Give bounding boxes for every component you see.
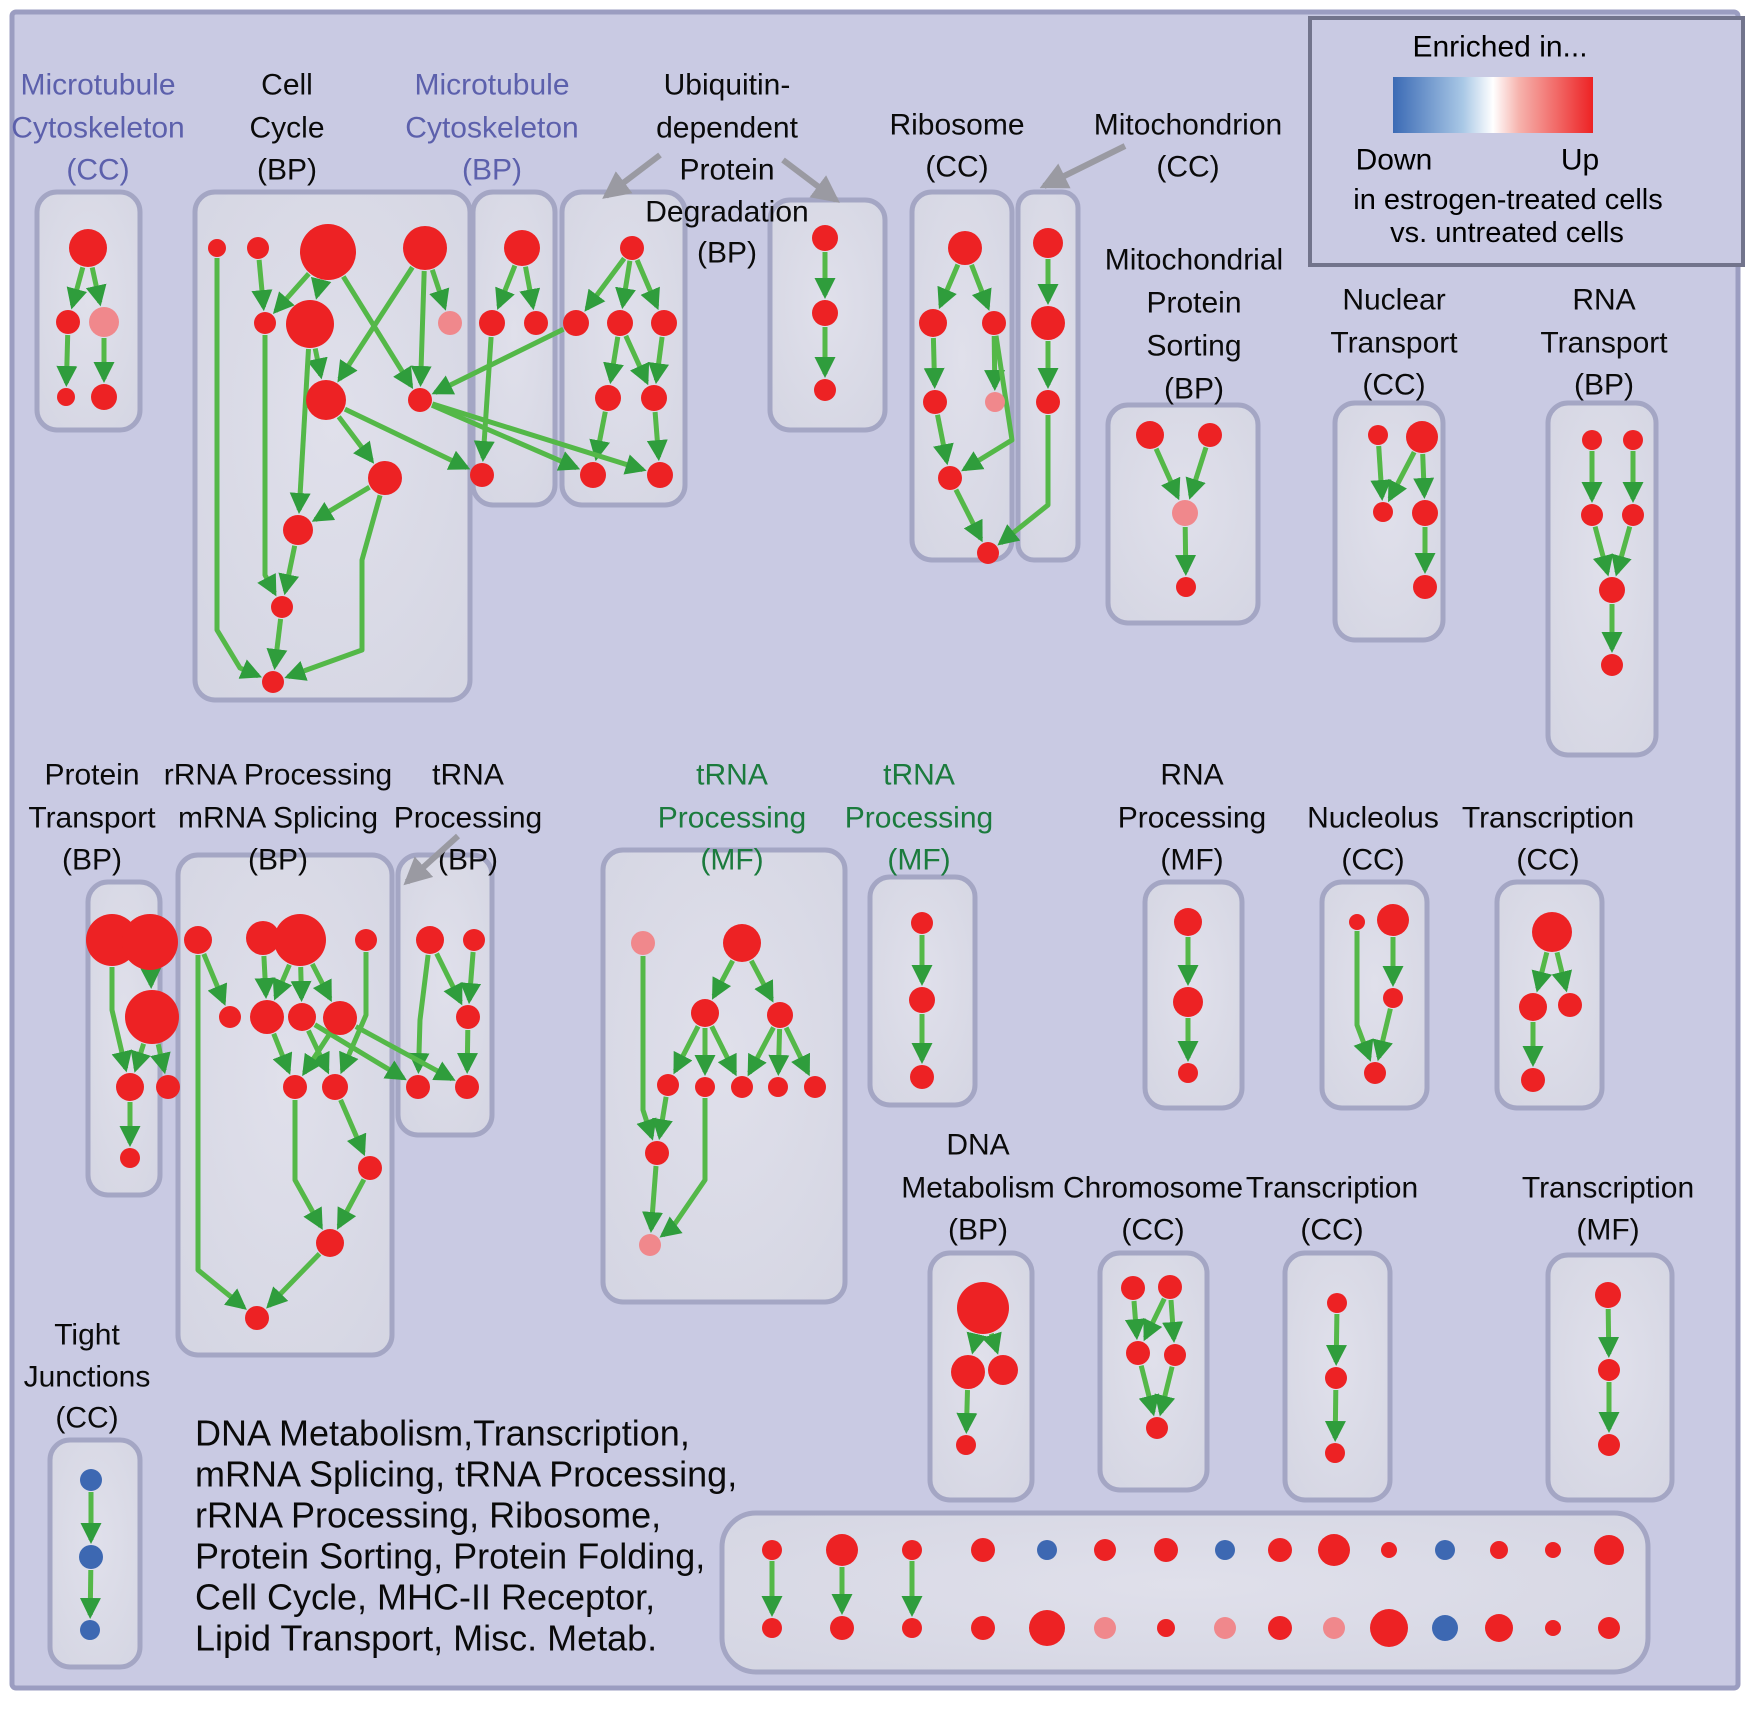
microtubule-cytoskeleton-cc-node-4 xyxy=(91,384,117,410)
cell-cycle-bp-node-1 xyxy=(247,237,269,259)
trna-processing-mf-small-node-2 xyxy=(910,1065,934,1089)
rrna-processing-mrna-splicing-bp-node-10 xyxy=(358,1156,382,1180)
rrna-processing-mrna-splicing-bp-node-3 xyxy=(355,929,377,951)
transcription-mf-node-2 xyxy=(1598,1434,1620,1456)
mitochondrial-protein-sorting-bp-label-line-1: Protein xyxy=(1146,286,1242,320)
trna-processing-bp-node-0 xyxy=(416,926,444,954)
trna-processing-mf-small-label-line-2: (MF) xyxy=(887,843,951,877)
transcription-cc-lower-edge-1 xyxy=(1335,1390,1336,1438)
protein-transport-bp-node-5 xyxy=(120,1148,140,1168)
mixed-terms-strip-node-4 xyxy=(1037,1540,1057,1560)
ubiquitin-degradation-label-line-2: Protein xyxy=(679,153,775,187)
trna-processing-mf-small-node-0 xyxy=(911,912,933,934)
trna-processing-bp-label-line-1: Processing xyxy=(393,801,543,835)
microtubule-cytoskeleton-cc-node-0 xyxy=(69,229,107,267)
trna-processing-bp-label-line-2: (BP) xyxy=(438,843,498,877)
microtubule-cytoskeleton-cc-node-1 xyxy=(56,310,80,334)
rrna-processing-mrna-splicing-bp-edge-3 xyxy=(301,967,302,998)
transcription-cc-lower-edge-0 xyxy=(1336,1314,1337,1362)
tight-junctions-cc-node-1 xyxy=(79,1545,103,1569)
mixed-terms-strip-node-19 xyxy=(1029,1610,1065,1646)
trna-processing-mf-large-node-0 xyxy=(631,931,655,955)
mitochondrial-protein-sorting-bp-label-line-2: Sorting xyxy=(1146,329,1242,363)
ubiquitin-degradation-bp-box1-node-2 xyxy=(607,310,633,336)
rna-transport-bp-box xyxy=(1548,403,1656,755)
mitochondrial-protein-sorting-bp-label-line-3: (BP) xyxy=(1164,372,1224,406)
trna-processing-mf-large-node-10 xyxy=(639,1234,661,1256)
microtubule-cytoskeleton-bp-label-line-0: Microtubule xyxy=(414,68,570,102)
mixed-terms-strip-node-26 xyxy=(1432,1615,1458,1641)
rna-transport-bp-node-4 xyxy=(1599,577,1625,603)
protein-transport-bp-label-line-0: Protein xyxy=(44,758,140,792)
mixed-terms-strip-node-17 xyxy=(902,1618,922,1638)
nuclear-transport-cc-node-3 xyxy=(1412,500,1438,526)
microtubule-cytoskeleton-cc-box xyxy=(37,192,140,430)
mitochondrial-protein-sorting-bp-node-3 xyxy=(1176,577,1196,597)
microtubule-cytoskeleton-bp-node-1 xyxy=(479,310,505,336)
transcription-cc-lower-node-1 xyxy=(1325,1367,1347,1389)
rna-processing-mf-label-line-2: (MF) xyxy=(1160,843,1224,877)
transcription-mf-label-line-0: Transcription xyxy=(1521,1171,1695,1205)
trna-processing-mf-large-node-4 xyxy=(657,1074,679,1096)
transcription-cc-upper-node-3 xyxy=(1521,1068,1545,1092)
mixed-terms-strip-node-25 xyxy=(1370,1609,1408,1647)
mixed-terms-strip-node-11 xyxy=(1435,1540,1455,1560)
nucleolus-cc-node-0 xyxy=(1349,914,1365,930)
mixed-terms-strip-node-8 xyxy=(1268,1538,1292,1562)
microtubule-cytoskeleton-bp-node-0 xyxy=(504,230,540,266)
rna-transport-bp-node-3 xyxy=(1622,504,1644,526)
chromosome-cc-box xyxy=(1100,1253,1207,1490)
mitochondrial-protein-sorting-bp-node-0 xyxy=(1136,421,1164,449)
cell-cycle-bp-node-11 xyxy=(271,596,293,618)
rna-transport-bp-node-2 xyxy=(1581,504,1603,526)
cell-cycle-bp-node-9 xyxy=(368,461,402,495)
protein-transport-bp-node-3 xyxy=(116,1073,144,1101)
mixed-terms-strip-node-13 xyxy=(1545,1542,1561,1558)
nuclear-transport-cc-label-line-0: Nuclear xyxy=(1342,283,1446,317)
legend-gradient-bar xyxy=(1393,77,1593,133)
note-line: Cell Cycle, MHC-II Receptor, xyxy=(195,1576,656,1618)
mixed-terms-strip-node-7 xyxy=(1215,1540,1235,1560)
legend xyxy=(1310,18,1743,265)
microtubule-cytoskeleton-cc-label-line-2: (CC) xyxy=(66,153,130,187)
trna-processing-mf-large-node-7 xyxy=(768,1077,788,1097)
ubiquitin-degradation-bp-box2-node-1 xyxy=(812,300,838,326)
ubiquitin-degradation-bp-box1-edge-7 xyxy=(655,412,659,457)
nuclear-transport-cc-label-line-1: Transport xyxy=(1330,326,1458,360)
chromosome-cc-node-0 xyxy=(1121,1276,1145,1300)
transcription-mf-node-1 xyxy=(1598,1359,1620,1381)
rrna-processing-mrna-splicing-bp-node-4 xyxy=(219,1006,241,1028)
mixed-terms-strip-node-20 xyxy=(1094,1617,1116,1639)
dna-metabolism-bp-node-0 xyxy=(957,1282,1009,1334)
nuclear-transport-cc-node-4 xyxy=(1413,575,1437,599)
mixed-terms-strip-node-5 xyxy=(1094,1539,1116,1561)
nucleolus-cc-label-line-1: (CC) xyxy=(1341,843,1405,877)
cell-cycle-bp-label-line-0: Cell xyxy=(261,68,313,102)
trna-processing-mf-large-node-2 xyxy=(691,999,719,1027)
trna-processing-bp-node-3 xyxy=(406,1075,430,1099)
rrna-processing-mrna-splicing-bp-node-7 xyxy=(323,1001,357,1035)
chromosome-cc-node-4 xyxy=(1146,1417,1168,1439)
chromosome-cc-label-line-0: Chromosome xyxy=(1062,1171,1244,1205)
ribosome-cc-label-line-1: (CC) xyxy=(925,150,989,184)
nuclear-transport-cc-node-2 xyxy=(1373,502,1393,522)
chromosome-cc-node-3 xyxy=(1164,1344,1186,1366)
nuclear-transport-cc-node-0 xyxy=(1368,425,1388,445)
ubiquitin-degradation-label-line-1: dependent xyxy=(656,111,798,145)
mixed-terms-strip-node-24 xyxy=(1323,1617,1345,1639)
cell-cycle-bp-node-5 xyxy=(286,300,334,348)
rna-processing-mf-label-line-1: Processing xyxy=(1117,801,1267,835)
dna-metabolism-bp-node-2 xyxy=(988,1355,1018,1385)
cell-cycle-bp-node-12 xyxy=(262,671,284,693)
note-line: rRNA Processing, Ribosome, xyxy=(195,1494,662,1536)
transcription-cc-upper-node-0 xyxy=(1532,912,1572,952)
ubiquitin-degradation-label-line-3: Degradation xyxy=(645,195,809,229)
mitochondrial-protein-sorting-bp-node-1 xyxy=(1198,423,1222,447)
chromosome-cc-node-2 xyxy=(1126,1341,1150,1365)
ubiquitin-degradation-bp-box1-node-0 xyxy=(620,236,644,260)
protein-transport-bp-label-line-1: Transport xyxy=(28,801,156,835)
rna-transport-bp-node-1 xyxy=(1623,430,1643,450)
mixed-terms-strip-node-27 xyxy=(1485,1614,1513,1642)
note-line: Lipid Transport, Misc. Metab. xyxy=(195,1617,658,1659)
cell-cycle-bp-label-line-1: Cycle xyxy=(249,111,325,145)
trna-processing-mf-large-node-3 xyxy=(767,1002,793,1028)
microtubule-cytoskeleton-cc-label-line-0: Microtubule xyxy=(20,68,176,102)
microtubule-cytoskeleton-cc-label-line-1: Cytoskeleton xyxy=(11,111,185,145)
mixed-terms-strip-node-29 xyxy=(1598,1617,1620,1639)
tight-junctions-cc-label-line-2: (CC) xyxy=(55,1401,119,1435)
rrna-processing-mrna-splicing-bp-node-2 xyxy=(274,914,326,966)
trna-processing-bp-node-2 xyxy=(456,1005,480,1029)
mitochondrial-protein-sorting-bp-edge-2 xyxy=(1185,527,1186,572)
rna-processing-mf-node-2 xyxy=(1178,1063,1198,1083)
mitochondrion-cc-node-1 xyxy=(1031,306,1065,340)
rna-processing-mf-node-1 xyxy=(1173,987,1203,1017)
ubiquitin-degradation-bp-box1-node-6 xyxy=(580,462,606,488)
note-line: DNA Metabolism,Transcription, xyxy=(195,1412,690,1454)
mixed-terms-strip-node-6 xyxy=(1154,1538,1178,1562)
cell-cycle-bp-node-2 xyxy=(300,224,356,280)
mitochondrion-label-line-0: Mitochondrion xyxy=(1093,108,1283,142)
ribosome-cc-edge-2 xyxy=(933,338,934,385)
transcription-cc-lower-node-0 xyxy=(1327,1293,1347,1313)
rna-processing-mf-node-0 xyxy=(1174,908,1202,936)
rrna-processing-mrna-splicing-bp-node-12 xyxy=(245,1306,269,1330)
trna-processing-mf-small-label-line-1: Processing xyxy=(844,801,994,835)
ubiquitin-degradation-bp-box1-box xyxy=(562,192,685,505)
ubiquitin-degradation-bp-box1-node-7 xyxy=(647,462,673,488)
nuclear-transport-cc-edge-0 xyxy=(1379,446,1382,497)
mixed-terms-strip-node-18 xyxy=(971,1616,995,1640)
legend-down-label: Down xyxy=(1355,143,1433,177)
ribosome-cc-node-0 xyxy=(948,231,982,265)
nuclear-transport-cc-label-line-2: (CC) xyxy=(1362,368,1426,402)
rna-transport-bp-label-line-1: Transport xyxy=(1540,326,1668,360)
trna-processing-mf-small-label-line-0: tRNA xyxy=(883,758,955,792)
ubiquitin-degradation-bp-box2-node-0 xyxy=(812,225,838,251)
cell-cycle-bp-label-line-2: (BP) xyxy=(257,153,317,187)
mitochondrion-label-line-1: (CC) xyxy=(1156,150,1220,184)
rrna-processing-mrna-splicing-bp-label-line-2: (BP) xyxy=(248,843,308,877)
ribosome-cc-node-6 xyxy=(977,542,999,564)
tight-junctions-cc-node-0 xyxy=(80,1469,102,1491)
rrna-processing-mrna-splicing-bp-label-line-0: rRNA Processing xyxy=(163,758,393,792)
trna-processing-mf-large-edge-6 xyxy=(778,1029,779,1072)
mixed-terms-strip-node-28 xyxy=(1545,1620,1561,1636)
cell-cycle-bp-node-10 xyxy=(283,515,313,545)
tight-junctions-cc-node-2 xyxy=(80,1620,100,1640)
note-line: mRNA Splicing, tRNA Processing, xyxy=(195,1453,738,1495)
note-line: Protein Sorting, Protein Folding, xyxy=(195,1535,706,1577)
rrna-processing-mrna-splicing-bp-node-5 xyxy=(250,1000,284,1034)
trna-processing-bp-node-4 xyxy=(455,1075,479,1099)
rna-transport-bp-label-line-2: (BP) xyxy=(1574,368,1634,402)
rrna-processing-mrna-splicing-bp-node-0 xyxy=(184,926,212,954)
rrna-processing-mrna-splicing-bp-node-11 xyxy=(316,1229,344,1257)
trna-processing-mf-large-label-line-0: tRNA xyxy=(696,758,768,792)
transcription-mf-node-0 xyxy=(1595,1282,1621,1308)
ubiquitin-degradation-bp-box1-node-3 xyxy=(651,310,677,336)
mixed-terms-strip-node-14 xyxy=(1594,1535,1624,1565)
trna-processing-mf-large-node-9 xyxy=(645,1141,669,1165)
dna-metabolism-bp-label-line-2: (BP) xyxy=(948,1213,1008,1247)
ubiquitin-degradation-label-line-0: Ubiquitin- xyxy=(663,68,791,102)
ubiquitin-degradation-label-line-4: (BP) xyxy=(697,236,757,270)
chromosome-cc-edge-2 xyxy=(1171,1300,1174,1339)
transcription-mf-label-line-1: (MF) xyxy=(1576,1213,1640,1247)
mixed-terms-note xyxy=(195,1413,737,1659)
ribosome-cc-node-2 xyxy=(982,311,1006,335)
trna-processing-bp-label-line-0: tRNA xyxy=(432,758,504,792)
mitochondrion-cc-node-0 xyxy=(1033,228,1063,258)
mitochondrial-protein-sorting-bp-node-2 xyxy=(1172,500,1198,526)
mitochondrial-protein-sorting-bp-label-line-0: Mitochondrial xyxy=(1104,243,1284,277)
legend-up-label: Up xyxy=(1560,143,1600,177)
ribosome-cc-node-1 xyxy=(919,309,947,337)
trna-processing-mf-large-box xyxy=(603,850,845,1302)
ubiquitin-degradation-bp-box1-node-4 xyxy=(595,385,621,411)
nucleolus-cc-node-2 xyxy=(1383,988,1403,1008)
transcription-mf-edge-0 xyxy=(1608,1309,1609,1354)
chromosome-cc-node-1 xyxy=(1158,1275,1182,1299)
trna-processing-mf-large-node-5 xyxy=(695,1077,715,1097)
microtubule-cytoskeleton-bp-node-3 xyxy=(470,463,494,487)
ribosome-cc-node-3 xyxy=(923,390,947,414)
dna-metabolism-bp-node-3 xyxy=(956,1435,976,1455)
trna-processing-bp-edge-2 xyxy=(467,1030,468,1070)
transcription-cc-upper-label-line-0: Transcription xyxy=(1461,801,1635,835)
microtubule-cytoskeleton-cc-edge-2 xyxy=(66,335,67,383)
protein-transport-bp-node-2 xyxy=(125,990,179,1044)
microtubule-cytoskeleton-bp-node-2 xyxy=(524,311,548,335)
trna-processing-mf-large-node-6 xyxy=(731,1076,753,1098)
nucleolus-cc-node-3 xyxy=(1364,1062,1386,1084)
legend-subtitle-2: vs. untreated cells xyxy=(1390,217,1624,249)
trna-processing-bp-node-1 xyxy=(463,929,485,951)
trna-processing-mf-small-node-1 xyxy=(909,987,935,1013)
ribosome-cc-node-5 xyxy=(938,466,962,490)
cell-cycle-bp-node-0 xyxy=(208,239,226,257)
trna-processing-mf-large-node-8 xyxy=(804,1076,826,1098)
transcription-cc-lower-label-line-1: (CC) xyxy=(1300,1213,1364,1247)
rna-processing-mf-label-line-0: RNA xyxy=(1160,758,1224,792)
cell-cycle-bp-node-6 xyxy=(438,311,462,335)
ubiquitin-degradation-bp-box1-node-1 xyxy=(563,310,589,336)
ubiquitin-degradation-bp-box1-node-5 xyxy=(641,385,667,411)
dna-metabolism-bp-edge-2 xyxy=(966,1390,967,1430)
trna-processing-mf-large-label-line-1: Processing xyxy=(657,801,807,835)
cell-cycle-bp-node-4 xyxy=(254,312,276,334)
mixed-terms-strip-node-3 xyxy=(971,1538,995,1562)
microtubule-cytoskeleton-bp-label-line-2: (BP) xyxy=(462,153,522,187)
transcription-cc-upper-label-line-1: (CC) xyxy=(1516,843,1580,877)
tight-junctions-cc-label-line-0: Tight xyxy=(54,1318,120,1352)
protein-transport-bp-node-1 xyxy=(122,914,178,970)
ubiquitin-degradation-bp-box2-node-2 xyxy=(814,379,836,401)
mixed-terms-strip-node-2 xyxy=(902,1540,922,1560)
mixed-terms-strip-node-15 xyxy=(762,1618,782,1638)
nucleolus-cc-node-1 xyxy=(1377,904,1409,936)
dna-metabolism-bp-node-1 xyxy=(951,1355,985,1389)
mixed-terms-strip-node-23 xyxy=(1268,1616,1292,1640)
microtubule-cytoskeleton-cc-node-3 xyxy=(57,388,75,406)
protein-transport-bp-node-4 xyxy=(156,1075,180,1099)
cell-cycle-bp-node-7 xyxy=(306,380,346,420)
rna-transport-bp-label-line-0: RNA xyxy=(1572,283,1636,317)
trna-processing-mf-large-node-1 xyxy=(723,924,761,962)
mixed-terms-strip-node-10 xyxy=(1381,1542,1397,1558)
tight-junctions-cc-label-line-1: Junctions xyxy=(23,1360,151,1394)
nuclear-transport-cc-edge-2 xyxy=(1423,454,1425,495)
mixed-terms-strip-node-9 xyxy=(1318,1534,1350,1566)
tight-junctions-cc-edge-1 xyxy=(90,1570,91,1615)
dna-metabolism-bp-label-line-0: DNA xyxy=(946,1128,1010,1162)
rrna-processing-mrna-splicing-bp-node-6 xyxy=(288,1003,316,1031)
rrna-processing-mrna-splicing-bp-node-9 xyxy=(322,1074,348,1100)
transcription-cc-upper-node-2 xyxy=(1558,993,1582,1017)
transcription-cc-lower-node-2 xyxy=(1325,1443,1345,1463)
rna-transport-bp-node-5 xyxy=(1601,654,1623,676)
nuclear-transport-cc-node-1 xyxy=(1406,421,1438,453)
nucleolus-cc-label-line-0: Nucleolus xyxy=(1307,801,1439,835)
chromosome-cc-label-line-1: (CC) xyxy=(1121,1213,1185,1247)
microtubule-cytoskeleton-cc-node-2 xyxy=(89,307,119,337)
mixed-terms-strip-node-1 xyxy=(826,1534,858,1566)
rna-transport-bp-node-0 xyxy=(1582,430,1602,450)
cell-cycle-bp-node-3 xyxy=(403,226,447,270)
legend-subtitle-1: in estrogen-treated cells xyxy=(1353,184,1663,216)
mixed-terms-strip-node-22 xyxy=(1214,1617,1236,1639)
mixed-terms-strip-node-12 xyxy=(1490,1541,1508,1559)
dna-metabolism-bp-label-line-1: Metabolism xyxy=(901,1171,1055,1205)
legend-title: Enriched in... xyxy=(1412,30,1588,64)
trna-processing-mf-large-label-line-2: (MF) xyxy=(700,843,764,877)
mixed-terms-strip-node-21 xyxy=(1157,1619,1175,1637)
rrna-processing-mrna-splicing-bp-edge-1 xyxy=(264,956,266,995)
rrna-processing-mrna-splicing-bp-node-8 xyxy=(283,1075,307,1099)
mitochondrion-cc-node-2 xyxy=(1036,390,1060,414)
protein-transport-bp-label-line-2: (BP) xyxy=(62,843,122,877)
rrna-processing-mrna-splicing-bp-label-line-1: mRNA Splicing xyxy=(177,801,379,835)
ribosome-cc-label-line-0: Ribosome xyxy=(889,108,1025,142)
cell-cycle-bp-node-8 xyxy=(408,388,432,412)
transcription-cc-upper-node-1 xyxy=(1519,993,1547,1021)
transcription-cc-lower-label-line-0: Transcription xyxy=(1245,1171,1419,1205)
microtubule-cytoskeleton-bp-label-line-1: Cytoskeleton xyxy=(405,111,579,145)
mixed-terms-strip-node-0 xyxy=(762,1540,782,1560)
chromosome-cc-edge-0 xyxy=(1134,1301,1137,1336)
mixed-terms-strip-node-16 xyxy=(830,1616,854,1640)
ribosome-cc-node-4 xyxy=(985,392,1005,412)
mixed-terms-strip-box xyxy=(722,1513,1648,1672)
